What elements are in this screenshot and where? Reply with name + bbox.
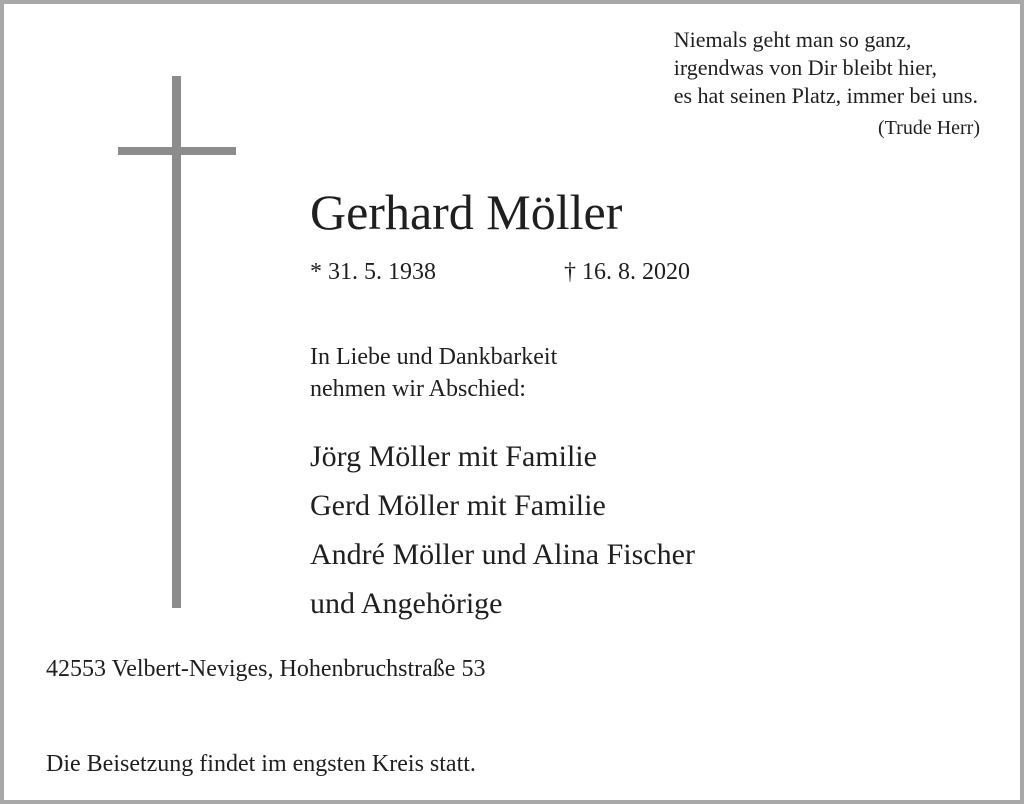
- cross-horizontal-bar: [118, 147, 236, 155]
- intro-line: nehmen wir Abschied:: [310, 376, 526, 402]
- deceased-name: Gerhard Möller: [310, 184, 623, 240]
- death-date: † 16. 8. 2020: [564, 259, 690, 285]
- quote-line: es hat seinen Platz, immer bei uns.: [673, 83, 978, 108]
- quote-line: irgendwas von Dir bleibt hier,: [673, 55, 938, 80]
- quote-author: (Trude Herr): [877, 117, 980, 139]
- farewell-intro: [310, 341, 557, 405]
- mourners-list: [310, 432, 695, 628]
- birth-date: * 31. 5. 1938: [310, 259, 436, 285]
- funeral-note: Die Beisetzung findet im engsten Kreis statt.: [46, 751, 476, 777]
- mourner-item: Jörg Möller mit Familie: [310, 440, 597, 473]
- family-address: 42553 Velbert-Neviges, Hohenbruchstraße 53: [46, 656, 486, 682]
- mourner-item: und Angehörige: [310, 587, 503, 620]
- mourner-item: Gerd Möller mit Familie: [310, 489, 606, 522]
- mourner-item: André Möller und Alina Fischer: [310, 538, 695, 571]
- cross-vertical-bar: [172, 76, 181, 608]
- quote-line: Niemals geht man so ganz,: [673, 27, 912, 52]
- intro-line: In Liebe und Dankbarkeit: [310, 344, 558, 370]
- memorial-quote: [674, 26, 978, 142]
